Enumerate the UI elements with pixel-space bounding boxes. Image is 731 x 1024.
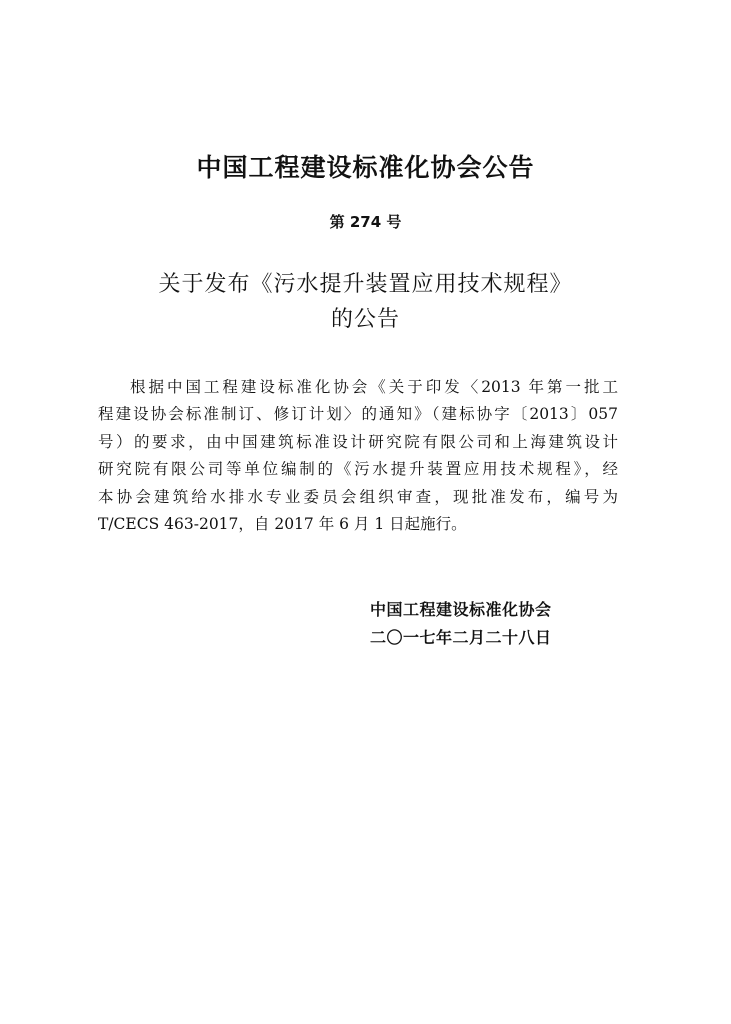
signing-date: 二〇一七年二月二十八日 [370,628,552,647]
body-paragraph-line: 程建设协会标准制订、修订计划〉的通知》（建标协字〔2013〕057 [98,405,618,423]
body-paragraph-line: 本协会建筑给水排水专业委员会组织审查，现批准发布，编号为 [98,488,618,506]
body-paragraph-line: T/CECS 463-2017，自 2017 年 6 月 1 日起施行。 [98,515,467,533]
organization-title: 中国工程建设标准化协会公告 [196,153,535,182]
announcement-subject-line-2: 的公告 [330,307,400,332]
body-paragraph-line: 研究院有限公司等单位编制的《污水提升装置应用技术规程》，经 [98,460,618,478]
announcement-number: 第 274 号 [329,213,402,231]
signing-organization: 中国工程建设标准化协会 [370,600,552,619]
body-paragraph-line: 根据中国工程建设标准化协会《关于印发〈2013 年第一批工 [130,378,618,396]
announcement-subject-line-1: 关于发布《污水提升装置应用技术规程》 [158,272,573,297]
body-paragraph-line: 号）的要求，由中国建筑标准设计研究院有限公司和上海建筑设计 [98,433,618,451]
